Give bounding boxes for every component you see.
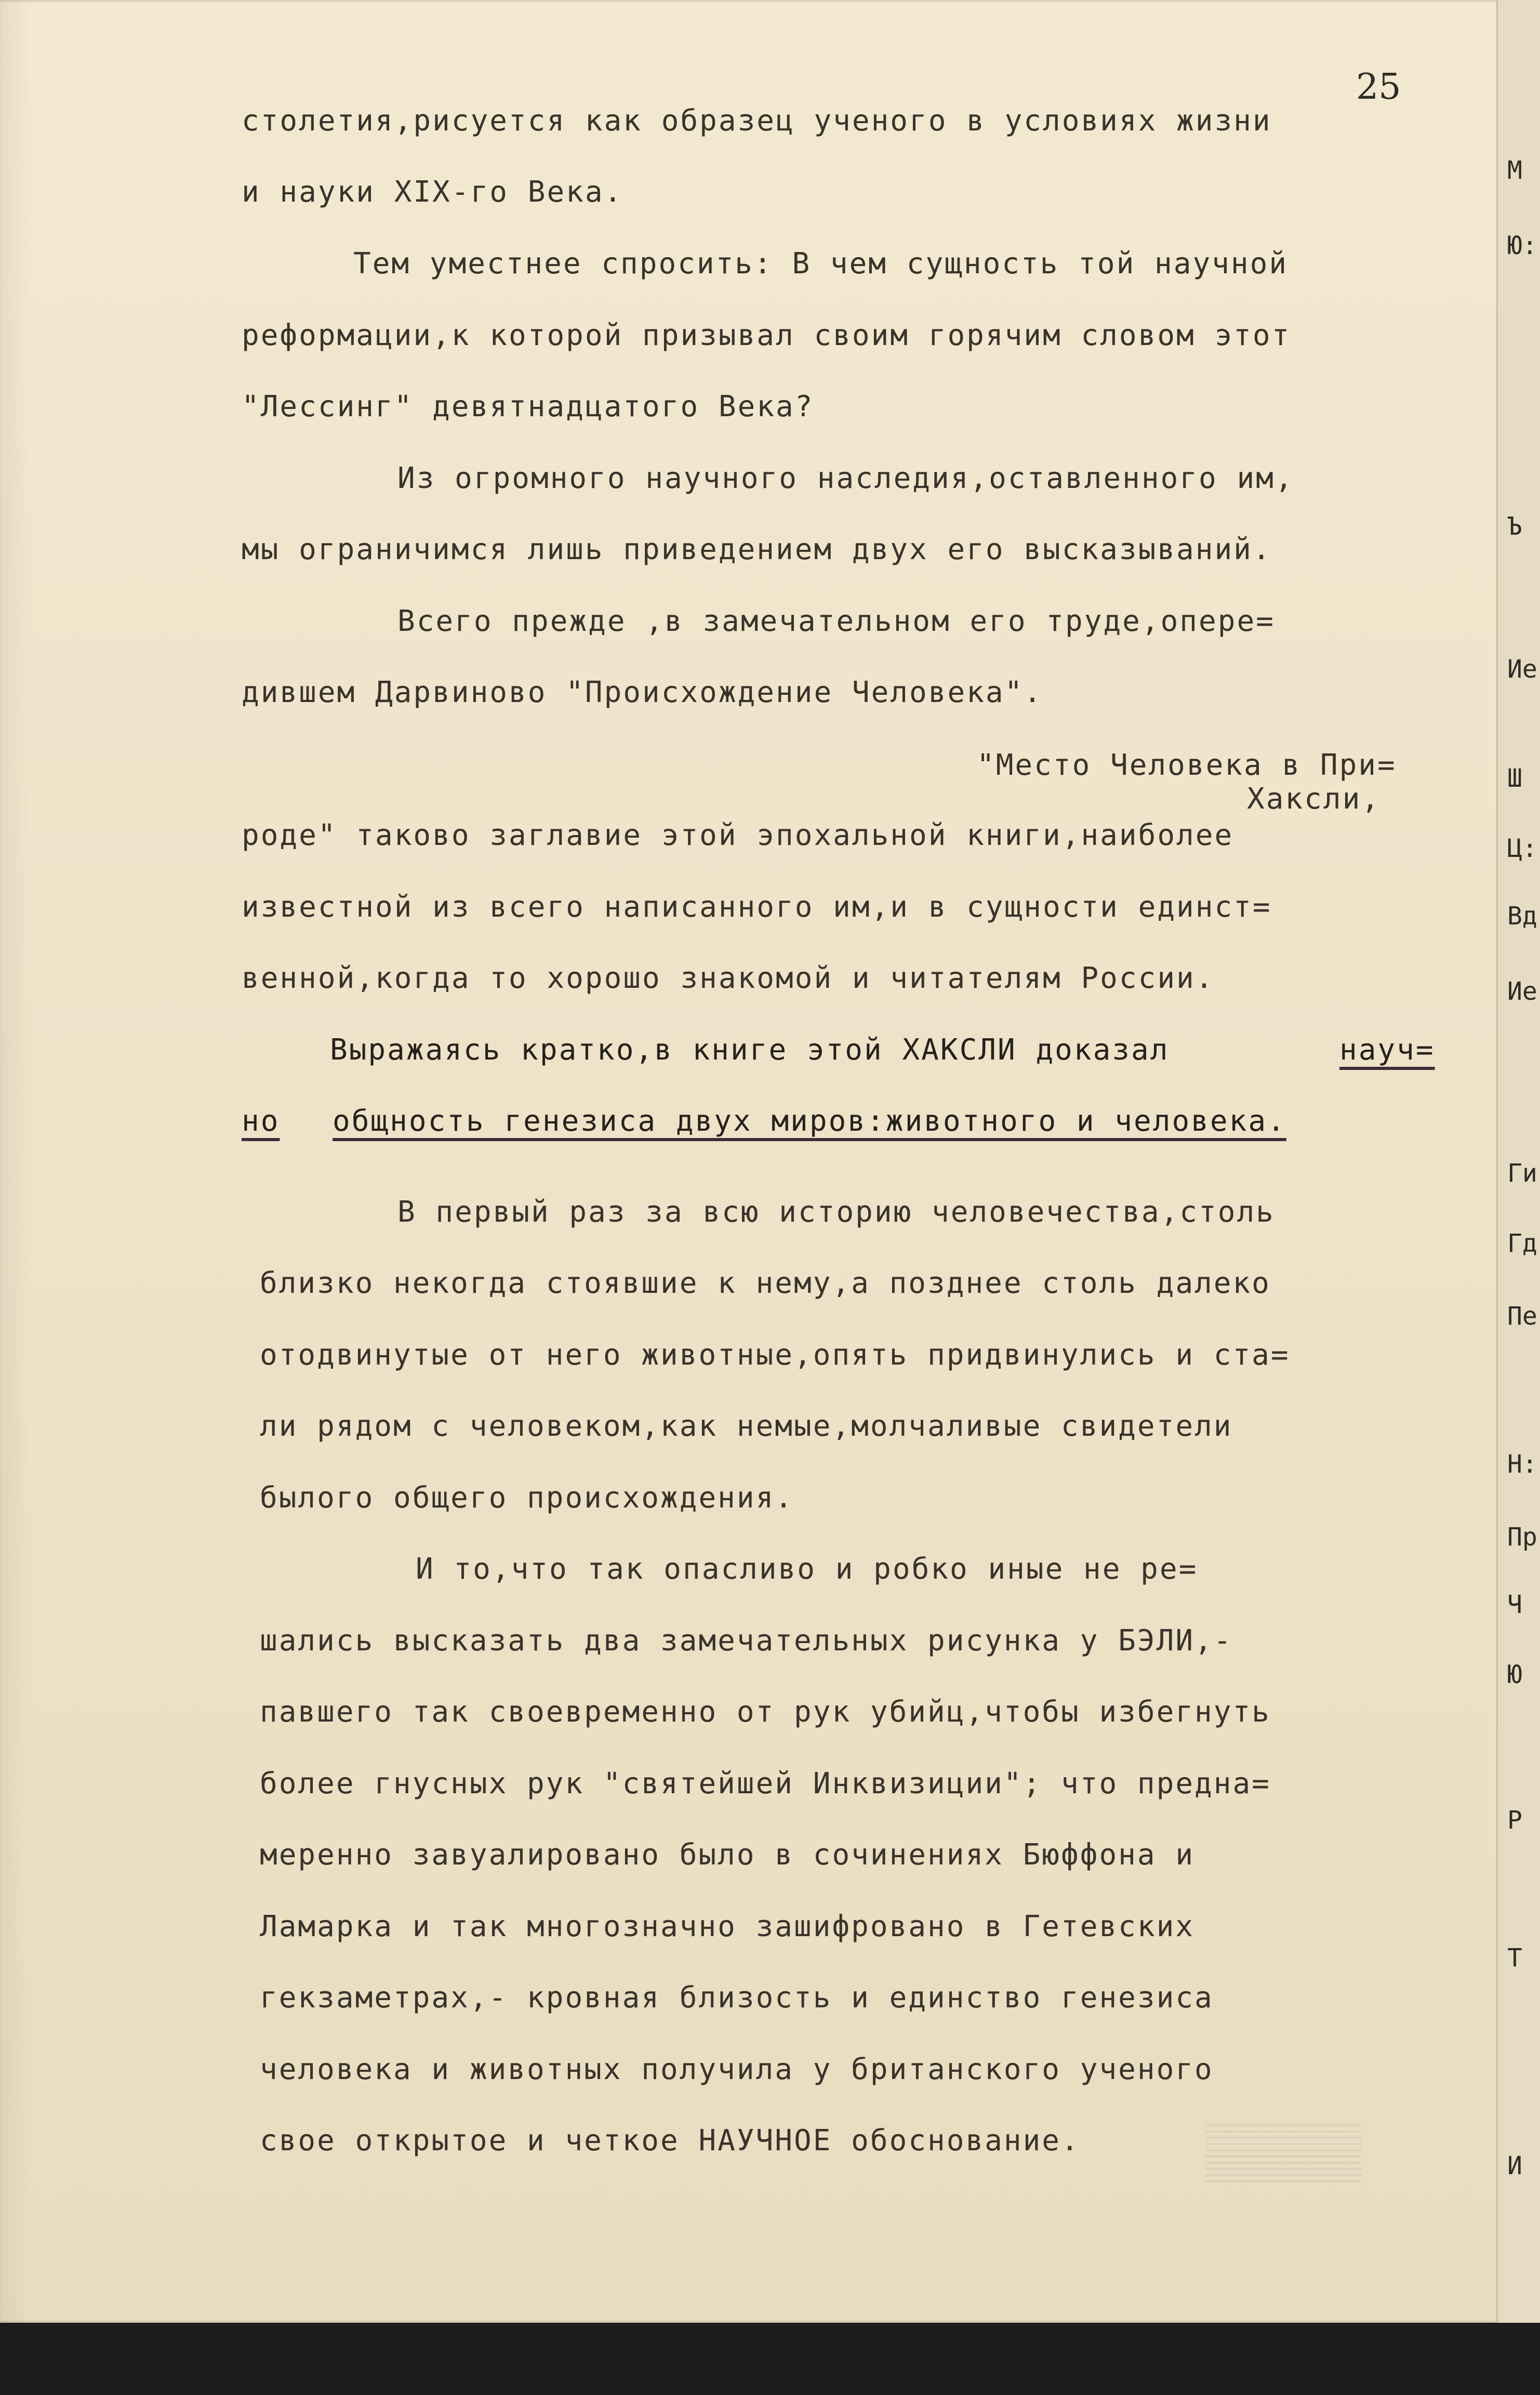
text-line: близко некогда стоявшие к нему,а позднее столь далеко bbox=[260, 1266, 1271, 1300]
text-line: столетия,рисуется как образец ученого в условиях жизни bbox=[242, 104, 1272, 138]
text-line: человека и животных получила у британского ученого bbox=[260, 2053, 1214, 2086]
text-line: более гнусных рук "святейшей Инквизиции"; что предна= bbox=[260, 1767, 1271, 1801]
edge-fragment: Ъ bbox=[1507, 512, 1522, 541]
text-line: "Место Человека в При= bbox=[977, 748, 1397, 782]
text-line: мы ограничимся лишь приведением двух его высказываний. bbox=[242, 533, 1272, 566]
text-line: былого общего происхождения. bbox=[260, 1481, 794, 1515]
text-line: Тем уместнее спросить: В чем сущность той научной bbox=[353, 247, 1289, 281]
edge-fragment: Ги bbox=[1507, 1159, 1537, 1188]
text-line: Выражаясь кратко,в книге этой ХАКСЛИ доказал bbox=[330, 1033, 1170, 1067]
text-line: "Лессинг" девятнадцатого Века? bbox=[242, 390, 814, 424]
edge-fragment: Пе bbox=[1507, 1302, 1537, 1331]
edge-fragment: Ие bbox=[1507, 655, 1537, 684]
text-line: роде" таково заглавие этой эпохальной книги,наиболее bbox=[242, 818, 1234, 852]
underlined-word: науч= bbox=[1339, 1033, 1435, 1067]
text-line: известной из всего написанного им,и в сущности единст= bbox=[242, 890, 1272, 924]
edge-fragment: Р bbox=[1507, 1806, 1522, 1835]
text-line: Из огромного научного наследия,оставленного им, bbox=[397, 461, 1294, 495]
text-line: шались высказать два замечательных рисунка у БЭЛИ,- bbox=[260, 1624, 1233, 1658]
text-line: венной,когда то хорошо знакомой и читателям России. bbox=[242, 961, 1215, 995]
page-number: 25 bbox=[1356, 67, 1401, 108]
text-line: В первый раз за всю историю человечества,столь bbox=[397, 1195, 1275, 1229]
text-line: павшего так своевременно от рук убийц,чтобы избегнуть bbox=[260, 1695, 1271, 1729]
edge-fragment: Ш bbox=[1507, 764, 1522, 793]
edge-fragment: Ие bbox=[1507, 977, 1537, 1006]
edge-fragment: Н: bbox=[1507, 1450, 1537, 1479]
text-line: гекзаметрах,- кровная близость и единство генезиса bbox=[260, 1981, 1214, 2015]
edge-fragment: Вд bbox=[1507, 902, 1537, 931]
edge-fragment: Ц: bbox=[1507, 834, 1537, 863]
edge-fragment: Пр bbox=[1507, 1523, 1537, 1552]
edge-fragment: Гд bbox=[1507, 1229, 1537, 1258]
text-line: меренно завуалировано было в сочинениях Бюффона и bbox=[260, 1838, 1195, 1872]
edge-fragment: Ю: bbox=[1507, 231, 1537, 260]
text-line: дившем Дарвиново "Происхождение Человека". bbox=[242, 676, 1043, 709]
edge-fragment: М bbox=[1507, 156, 1522, 185]
underlined-phrase: общность генезиса двух миров:животного и человека. bbox=[333, 1104, 1286, 1138]
scanner-background bbox=[0, 2323, 1540, 2395]
faded-stamp bbox=[1205, 2120, 1361, 2182]
text-line: И то,что так опасливо и робко иные не ре= bbox=[416, 1552, 1198, 1586]
edge-fragment: И bbox=[1507, 2151, 1522, 2180]
text-line: отодвинутые от него животные,опять придвинулись и ста= bbox=[260, 1338, 1290, 1372]
text-line: и науки XIX-го Века. bbox=[242, 175, 623, 209]
underlined-word: но bbox=[242, 1104, 280, 1138]
insert-annotation: Хаксли, bbox=[1247, 782, 1381, 816]
text-line: Всего прежде ,в замечательном его труде,опере= bbox=[397, 604, 1275, 638]
edge-fragment: Ю bbox=[1507, 1660, 1522, 1689]
text-line: свое открытое и четкое НАУЧНОЕ обоснование. bbox=[260, 2124, 1080, 2158]
text-line: Ламарка и так многозначно зашифровано в Гетевских bbox=[260, 1910, 1195, 1943]
text-line: реформации,к которой призывал своим горячим словом этот bbox=[242, 319, 1291, 352]
edge-fragment: Т bbox=[1507, 1943, 1522, 1973]
next-page-edge bbox=[1496, 0, 1540, 2323]
text-line: ли рядом с человеком,как немые,молчаливые свидетели bbox=[260, 1409, 1233, 1443]
edge-fragment: Ч bbox=[1507, 1590, 1522, 1619]
